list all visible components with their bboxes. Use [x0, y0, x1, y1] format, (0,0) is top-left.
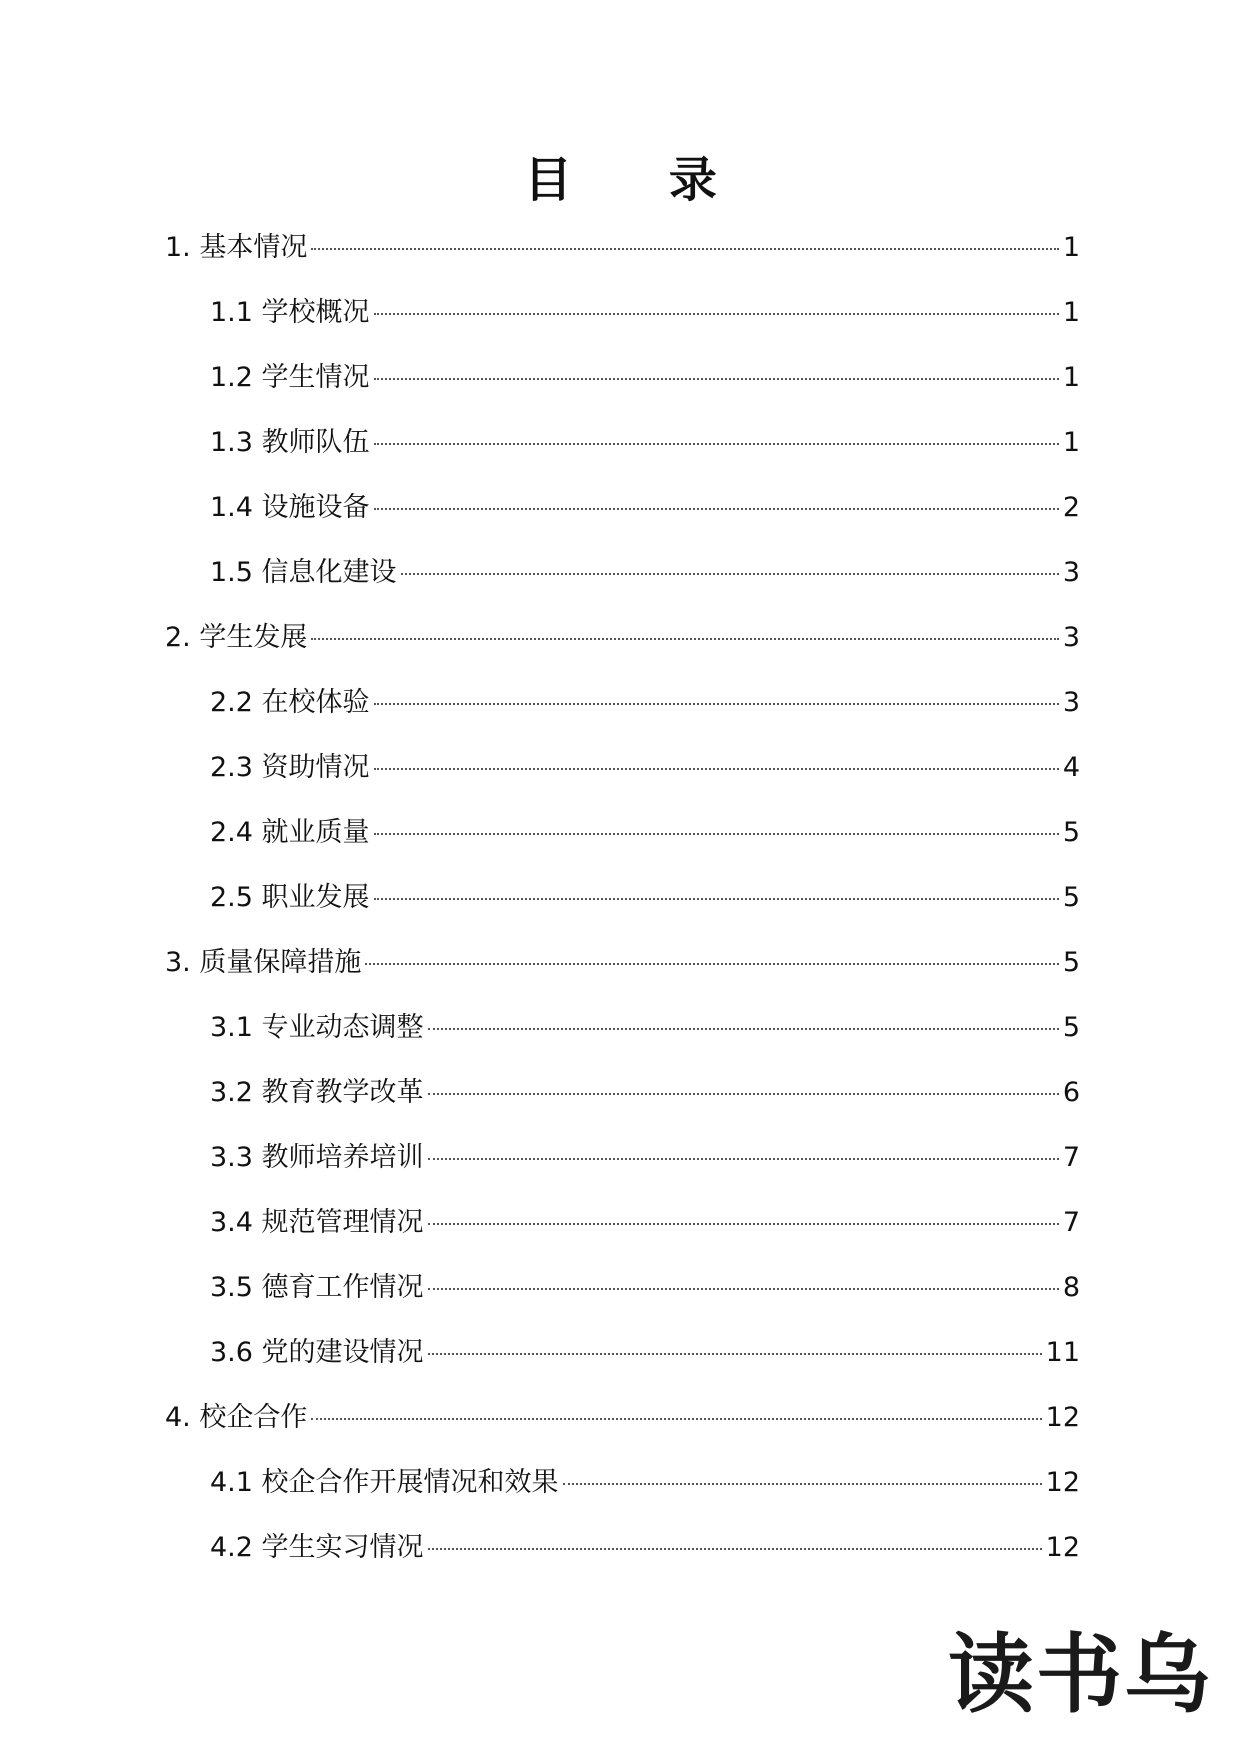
toc-page-number: 3 [1062, 687, 1080, 718]
toc-entry[interactable] [165, 475, 1080, 540]
toc-entry-label: 3.6 党的建设情况 [210, 1337, 424, 1368]
toc-entry[interactable] [165, 605, 1080, 670]
toc-entry[interactable] [165, 1060, 1080, 1125]
toc-entry[interactable] [165, 1515, 1080, 1580]
toc-dot-leader [374, 703, 1059, 705]
page-title: 目 录 [524, 152, 757, 208]
toc-dot-leader [374, 313, 1059, 315]
toc-entry-label: 2.4 就业质量 [210, 817, 370, 848]
watermark-logo: 读书乌 [948, 1625, 1212, 1725]
toc-entry[interactable] [165, 345, 1080, 410]
toc-dot-leader [311, 638, 1058, 640]
toc-dot-leader [428, 1093, 1059, 1095]
toc-dot-leader [374, 443, 1059, 445]
toc-entry[interactable] [165, 410, 1080, 475]
toc-dot-leader [311, 248, 1058, 250]
toc-page-number: 11 [1045, 1337, 1080, 1368]
toc-page-number: 7 [1062, 1207, 1080, 1238]
toc-entry-label: 3.5 德育工作情况 [210, 1272, 424, 1303]
toc-page-number: 4 [1062, 752, 1080, 783]
toc-entry-label: 1. 基本情况 [165, 232, 308, 263]
toc-page-number: 5 [1062, 947, 1080, 978]
toc-page-number: 8 [1062, 1272, 1080, 1303]
toc-entry[interactable] [165, 1190, 1080, 1255]
toc-entry-label: 4.2 学生实习情况 [210, 1532, 424, 1563]
toc-entry-label: 1.1 学校概况 [210, 297, 370, 328]
toc-dot-leader [311, 1418, 1041, 1420]
toc-dot-leader [401, 573, 1059, 575]
toc-page-number: 7 [1062, 1142, 1080, 1173]
toc-entry-label: 1.3 教师队伍 [210, 427, 370, 458]
toc-entry[interactable] [165, 280, 1080, 345]
toc-entry[interactable] [165, 865, 1080, 930]
toc-page-number: 3 [1062, 557, 1080, 588]
toc-entry-label: 2. 学生发展 [165, 622, 308, 653]
toc-page-number: 1 [1062, 232, 1080, 263]
toc-entry-label: 1.4 设施设备 [210, 492, 370, 523]
toc-entry[interactable] [165, 1255, 1080, 1320]
toc-page-number: 1 [1062, 362, 1080, 393]
toc-entry[interactable] [165, 1385, 1080, 1450]
table-of-contents [165, 215, 1080, 1580]
toc-entry[interactable] [165, 800, 1080, 865]
toc-entry[interactable] [165, 1125, 1080, 1190]
toc-dot-leader [365, 963, 1058, 965]
toc-page-number: 1 [1062, 297, 1080, 328]
toc-entry-label: 2.2 在校体验 [210, 687, 370, 718]
toc-page-number: 5 [1062, 817, 1080, 848]
toc-entry[interactable] [165, 930, 1080, 995]
toc-entry[interactable] [165, 215, 1080, 280]
toc-dot-leader [374, 508, 1059, 510]
toc-page-number: 12 [1045, 1532, 1080, 1563]
toc-entry[interactable] [165, 735, 1080, 800]
toc-page-number: 3 [1062, 622, 1080, 653]
toc-page-number: 12 [1045, 1402, 1080, 1433]
toc-entry-label: 4.1 校企合作开展情况和效果 [210, 1467, 559, 1498]
toc-dot-leader [428, 1548, 1042, 1550]
toc-dot-leader [374, 898, 1059, 900]
toc-dot-leader [428, 1158, 1059, 1160]
toc-entry-label: 3. 质量保障措施 [165, 947, 362, 978]
toc-entry-label: 1.5 信息化建设 [210, 557, 397, 588]
toc-page-number: 6 [1062, 1077, 1080, 1108]
toc-entry[interactable] [165, 540, 1080, 605]
toc-entry-label: 3.1 专业动态调整 [210, 1012, 424, 1043]
toc-dot-leader [428, 1288, 1059, 1290]
toc-page-number: 1 [1062, 427, 1080, 458]
toc-dot-leader [374, 768, 1059, 770]
toc-dot-leader [428, 1223, 1059, 1225]
toc-entry-label: 2.3 资助情况 [210, 752, 370, 783]
toc-entry-label: 3.4 规范管理情况 [210, 1207, 424, 1238]
toc-entry-label: 3.2 教育教学改革 [210, 1077, 424, 1108]
toc-entry[interactable] [165, 670, 1080, 735]
toc-page-number: 12 [1045, 1467, 1080, 1498]
toc-dot-leader [428, 1353, 1042, 1355]
toc-entry-label: 2.5 职业发展 [210, 882, 370, 913]
toc-entry[interactable] [165, 1320, 1080, 1385]
toc-entry-label: 3.3 教师培养培训 [210, 1142, 424, 1173]
toc-entry[interactable] [165, 995, 1080, 1060]
toc-entry-label: 1.2 学生情况 [210, 362, 370, 393]
toc-page-number: 5 [1062, 1012, 1080, 1043]
toc-dot-leader [374, 378, 1059, 380]
toc-page-number: 2 [1062, 492, 1080, 523]
toc-dot-leader [563, 1483, 1042, 1485]
toc-dot-leader [374, 833, 1059, 835]
toc-entry[interactable] [165, 1450, 1080, 1515]
toc-entry-label: 4. 校企合作 [165, 1402, 308, 1433]
toc-page-number: 5 [1062, 882, 1080, 913]
toc-dot-leader [428, 1028, 1059, 1030]
